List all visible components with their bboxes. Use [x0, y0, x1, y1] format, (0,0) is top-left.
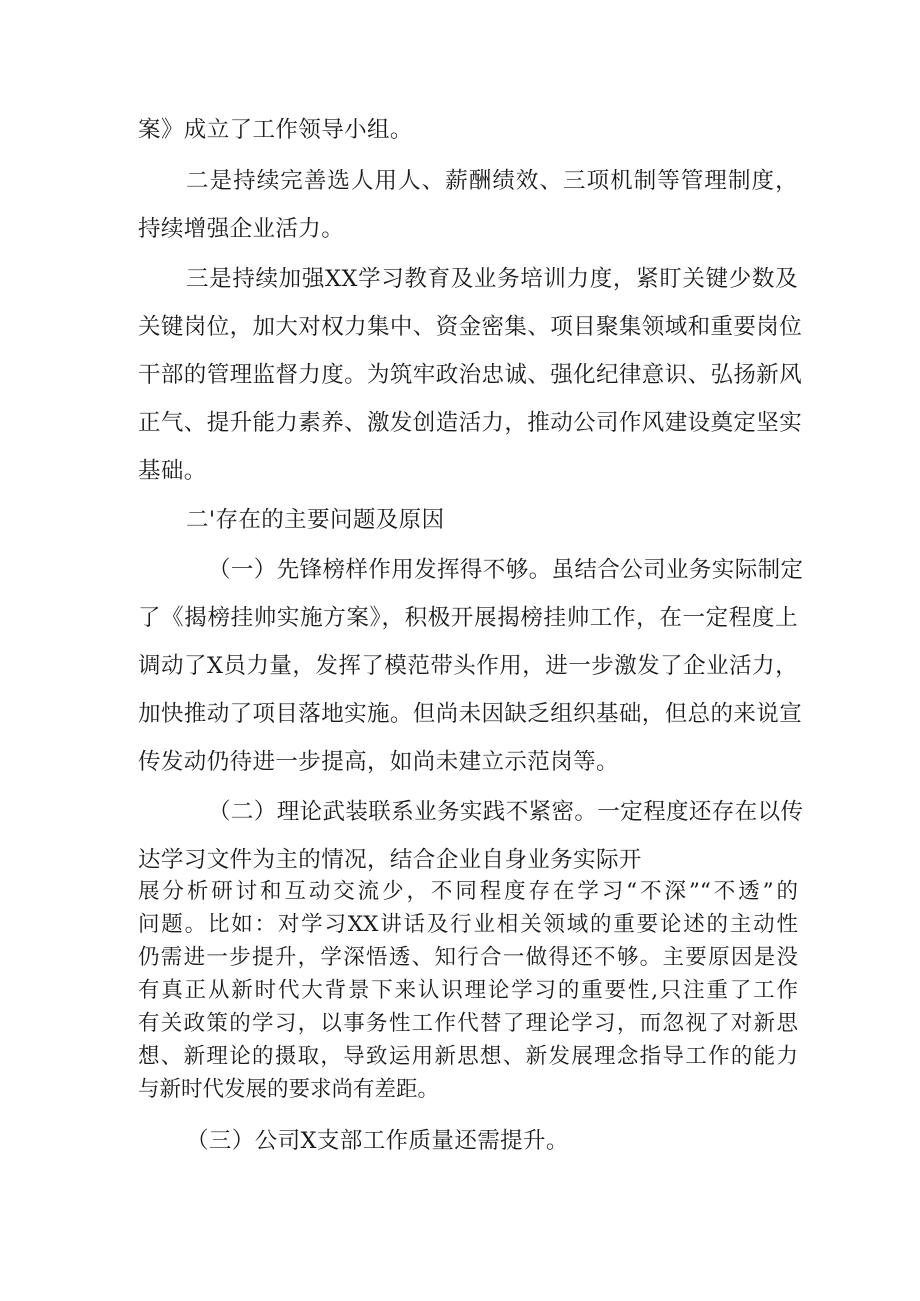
- text-line: 有关政策的学习，以事务性工作代替了理论学习，而忽视了对新思: [138, 1011, 798, 1036]
- text-line: 关键岗位，加大对权力集中、资金密集、项目聚集领域和重要岗位: [138, 314, 803, 340]
- text-line: 有真正从新时代大背景下来认识理论学习的重要性,只注重了工作: [138, 978, 798, 1003]
- text-line: 达学习文件为主的情况，结合企业自身业务实际开: [138, 847, 642, 873]
- text-line: 案》成立了工作领导小组。: [138, 117, 413, 143]
- text-line: 仍需进一步提升，学深悟透、知行合一做得还不够。主要原因是没: [138, 945, 798, 970]
- text-line: （二）理论武装联系业务实践不紧密。一定程度还存在以传: [208, 799, 804, 825]
- text-line: 问题。比如：对学习XX讲话及行业相关领域的重要论述的主动性: [138, 912, 798, 937]
- text-line: 正气、提升能力素养、激发创造活力，推动公司作风建设奠定坚实: [138, 410, 803, 436]
- text-line: 基础。: [138, 458, 207, 484]
- text-line: 干部的管理监督力度。为筑牢政治忠诚、强化纪律意识、弘扬新风: [138, 362, 803, 388]
- text-line: 持续增强企业活力。: [138, 216, 345, 242]
- text-line: （一）先锋榜样作用发挥得不够。虽结合公司业务实际制定: [208, 557, 804, 583]
- text-line: 调动了X员力量，发挥了模范带头作用，进一步激发了企业活力，: [138, 653, 798, 679]
- text-line: （三）公司X支部工作质量还需提升。: [186, 1128, 569, 1154]
- text-line: 展分析研讨和互动交流少，不同程度存在学习“不深”“不透”的: [138, 879, 798, 904]
- text-line: 加快推动了项目落地实施。但尚未因缺乏组织基础，但总的来说宣: [138, 701, 803, 727]
- text-line: 三是持续加强XX学习教育及业务培训力度，紧盯关键少数及: [186, 266, 798, 292]
- text-line: 想、新理论的摄取，导致运用新思想、新发展理念指导工作的能力: [138, 1044, 798, 1069]
- section-heading: 二'存在的主要问题及原因: [186, 507, 445, 533]
- text-line: 传发动仍待进一步提高，如尚未建立示范岗等。: [138, 749, 619, 775]
- text-line: 二是持续完善选人用人、薪酬绩效、三项机制等管理制度，: [186, 168, 798, 194]
- text-line: 了《揭榜挂帅实施方案》，积极开展揭榜挂帅工作，在一定程度上: [138, 605, 798, 631]
- text-line: 与新时代发展的要求尚有差距。: [138, 1077, 440, 1102]
